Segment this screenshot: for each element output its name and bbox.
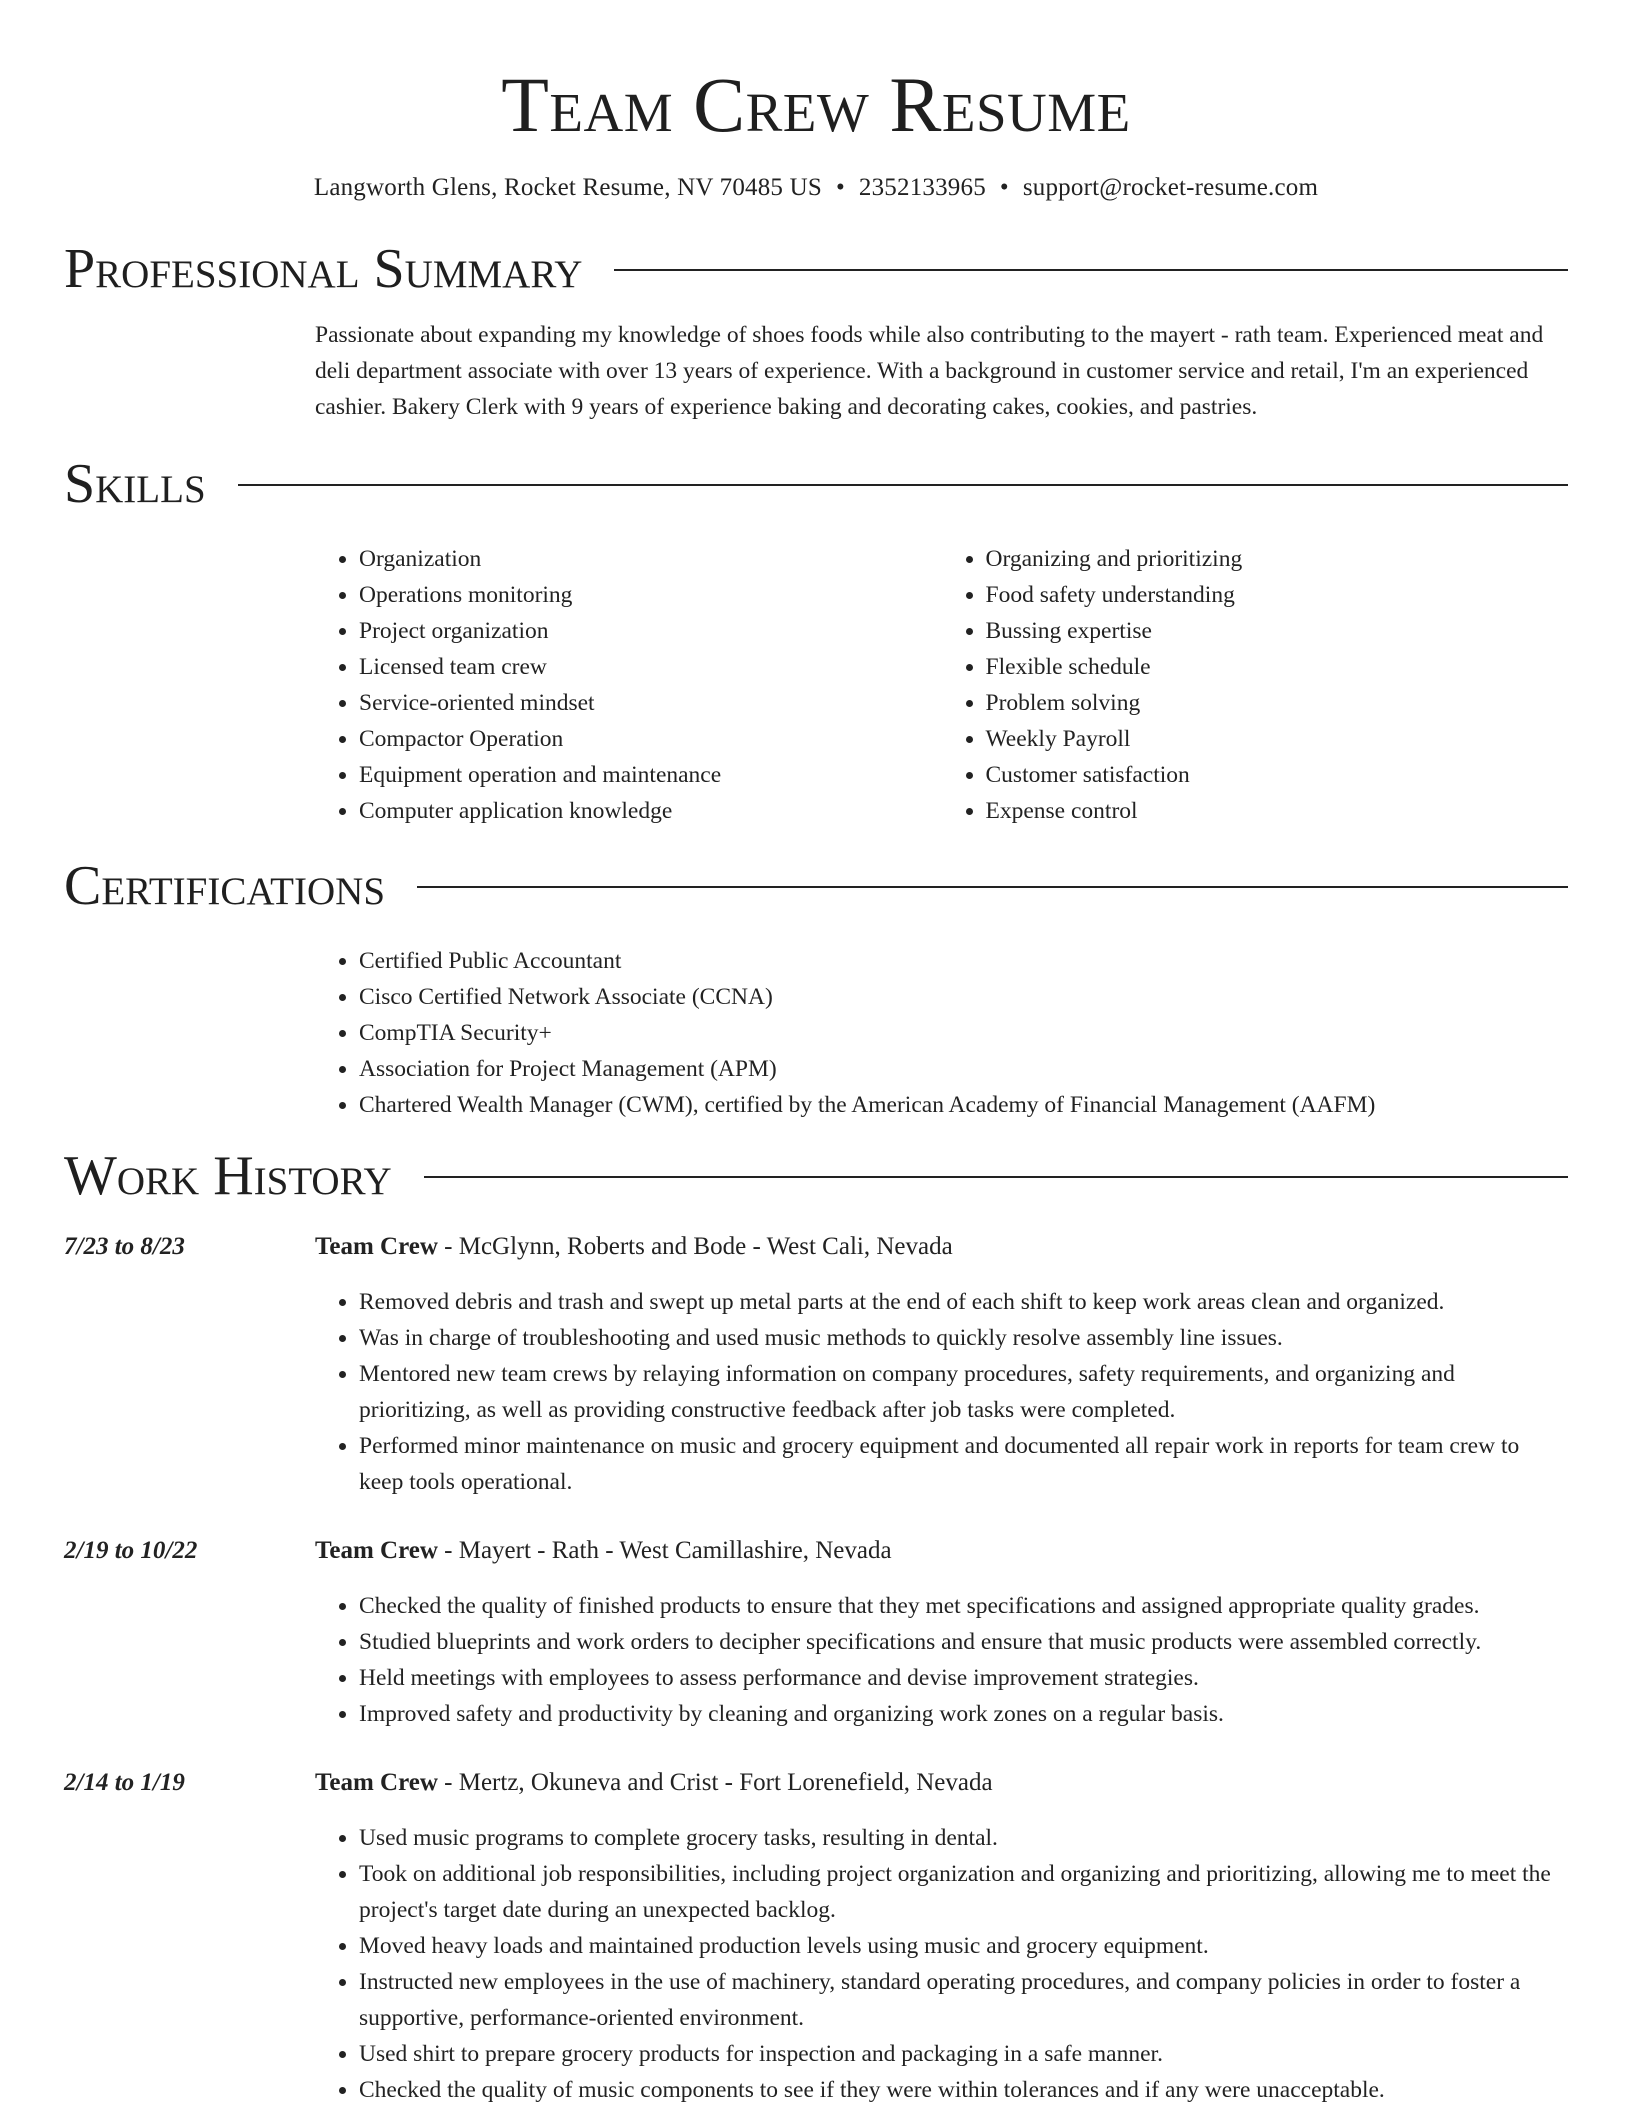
skill-item: • Organization xyxy=(359,541,942,577)
job-bullet: • Used shirt to prepare grocery products for inspection and packaging in a safe manner. xyxy=(359,2036,1568,2072)
skill-item: • Flexible schedule xyxy=(986,649,1569,685)
candidate-name: Team Crew Resume xyxy=(501,61,1131,148)
skill-item: • Expense control xyxy=(986,793,1569,829)
job-details xyxy=(315,1230,1568,1500)
job-details xyxy=(315,1766,1568,2108)
job-title: Team Crew xyxy=(315,1233,438,1260)
certifications-section-header xyxy=(64,854,1568,918)
job-bullet: • Moved heavy loads and maintained production levels using music and grocery equipment. xyxy=(359,1928,1568,1964)
job-entry xyxy=(64,1534,1568,1732)
summary-section-header xyxy=(64,237,1568,301)
contact-separator: • xyxy=(999,174,1009,201)
job-bullets xyxy=(315,1820,1568,2108)
job-employer: - McGlynn, Roberts and Bode - West Cali, Nevada xyxy=(437,1233,953,1260)
job-heading xyxy=(315,1230,1568,1264)
job-title: Team Crew xyxy=(315,1769,438,1796)
work-history-section-header xyxy=(64,1144,1568,1208)
skills-section-title: Skills xyxy=(64,453,206,515)
summary-section-title: Professional Summary xyxy=(64,238,583,300)
certification-item: • Chartered Wealth Manager (CWM), certified by the American Academy of Financial Management (AAFM) xyxy=(359,1087,1568,1123)
job-bullets xyxy=(315,1284,1568,1500)
section-divider xyxy=(424,1176,1568,1178)
work-history-section-title: Work History xyxy=(64,1145,392,1207)
job-heading xyxy=(315,1534,1568,1568)
job-bullet: • Removed debris and trash and swept up metal parts at the end of each shift to keep work areas clean and organized. xyxy=(359,1284,1568,1320)
job-bullet: • Was in charge of troubleshooting and used music methods to quickly resolve assembly line issues. xyxy=(359,1320,1568,1356)
job-bullets xyxy=(315,1588,1568,1732)
contact-separator: • xyxy=(835,174,845,201)
skill-item: • Compactor Operation xyxy=(359,721,942,757)
contact-email: support@rocket-resume.com xyxy=(1022,174,1319,201)
job-employer: - Mayert - Rath - West Camillashire, Nevada xyxy=(437,1537,892,1564)
job-entry xyxy=(64,1766,1568,2108)
resume-page xyxy=(64,0,1568,2108)
job-dates: 7/23 to 8/23 xyxy=(64,1233,185,1260)
skill-item: • Computer application knowledge xyxy=(359,793,942,829)
job-dates: 2/19 to 10/22 xyxy=(64,1537,198,1564)
job-bullet: • Held meetings with employees to assess performance and devise improvement strategies. xyxy=(359,1660,1568,1696)
contact-address: Langworth Glens, Rocket Resume, NV 70485 US xyxy=(313,174,822,201)
certifications-list xyxy=(315,943,1568,1123)
skill-item: • Service-oriented mindset xyxy=(359,685,942,721)
contact-phone: 2352133965 xyxy=(858,174,986,201)
section-divider xyxy=(417,886,1568,888)
certification-item: • Certified Public Accountant xyxy=(359,943,1568,979)
job-bullet: • Checked the quality of music components to see if they were within tolerances and if any were unacceptable. xyxy=(359,2072,1568,2108)
skill-item: • Weekly Payroll xyxy=(986,721,1569,757)
job-details xyxy=(315,1534,1568,1732)
skills-list xyxy=(315,541,1568,829)
job-bullet: • Studied blueprints and work orders to decipher specifications and ensure that music products were assembled correctly. xyxy=(359,1624,1568,1660)
summary-text: Passionate about expanding my knowledge of shoes foods while also contributing to the mayert - rath team. Experienced meat and deli department associate with over 13 years of experience. With a background in customer service and retail, I'm an experienced cashier. Bakery Clerk with 9 years of experience baking and decorating cakes, cookies, and pastries. xyxy=(315,322,1544,420)
skill-item: • Operations monitoring xyxy=(359,577,942,613)
certification-item: • CompTIA Security+ xyxy=(359,1015,1568,1051)
job-employer: - Mertz, Okuneva and Crist - Fort Lorenefield, Nevada xyxy=(437,1769,993,1796)
skill-item: • Bussing expertise xyxy=(986,613,1569,649)
job-bullet: • Used music programs to complete grocery tasks, resulting in dental. xyxy=(359,1820,1568,1856)
contact-line xyxy=(64,172,1568,204)
job-bullet: • Checked the quality of finished products to ensure that they met specifications and assigned appropriate quality grades. xyxy=(359,1588,1568,1624)
job-bullet: • Took on additional job responsibilities, including project organization and organizing and prioritizing, allowing me to meet the project's target date during an unexpected backlog. xyxy=(359,1856,1568,1928)
skills-section-header xyxy=(64,452,1568,516)
job-heading xyxy=(315,1766,1568,1800)
job-title: Team Crew xyxy=(315,1537,438,1564)
job-bullet: • Mentored new team crews by relaying information on company procedures, safety requirements, and organizing and prioritizing, as well as providing constructive feedback after job tasks were completed. xyxy=(359,1356,1568,1428)
certifications-section-title: Certifications xyxy=(64,855,386,917)
job-dates: 2/14 to 1/19 xyxy=(64,1769,185,1796)
skill-item: • Project organization xyxy=(359,613,942,649)
skill-item: • Equipment operation and maintenance xyxy=(359,757,942,793)
certifications-bullets xyxy=(315,943,1568,1123)
job-entry xyxy=(64,1230,1568,1500)
certification-item: • Cisco Certified Network Associate (CCNA) xyxy=(359,979,1568,1015)
job-bullet: • Improved safety and productivity by cleaning and organizing work zones on a regular basis. xyxy=(359,1696,1568,1732)
skills-column-left xyxy=(315,541,942,829)
skills-column-right xyxy=(942,541,1569,829)
skill-item: • Customer satisfaction xyxy=(986,757,1569,793)
section-divider xyxy=(614,269,1568,271)
job-bullet: • Instructed new employees in the use of machinery, standard operating procedures, and company policies in order to foster a supportive, performance-oriented environment. xyxy=(359,1964,1568,2036)
skill-item: • Organizing and prioritizing xyxy=(986,541,1569,577)
job-bullet: • Performed minor maintenance on music and grocery equipment and documented all repair work in reports for team crew to keep tools operational. xyxy=(359,1428,1568,1500)
skill-item: • Food safety understanding xyxy=(986,577,1569,613)
section-divider xyxy=(238,484,1568,486)
certification-item: • Association for Project Management (APM) xyxy=(359,1051,1568,1087)
skill-item: • Problem solving xyxy=(986,685,1569,721)
skill-item: • Licensed team crew xyxy=(359,649,942,685)
